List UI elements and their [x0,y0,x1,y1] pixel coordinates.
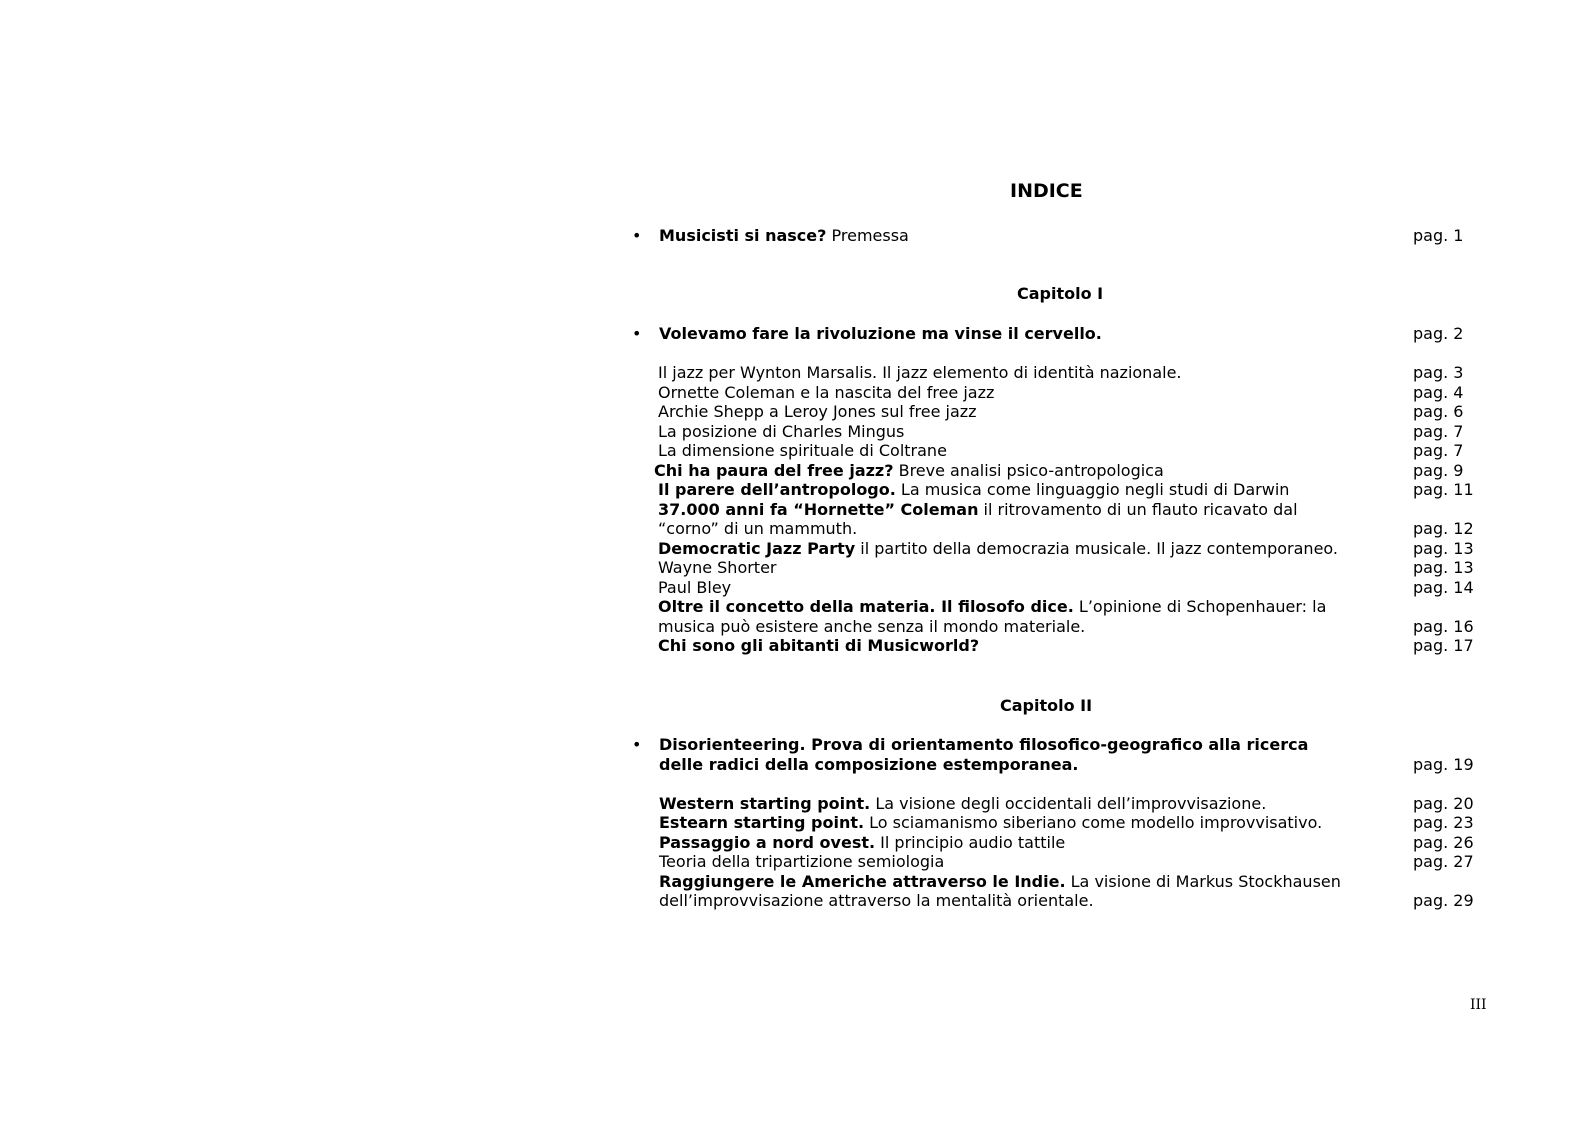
toc-entry: La dimensione spirituale di Coltrane [658,441,947,460]
toc-entry: Estearn starting point. Lo sciamanismo siberiano come modello improvvisativo. [659,813,1323,832]
toc-entry: dell’improvvisazione attraverso la mentalità orientale. [659,891,1094,910]
toc-entry: Passaggio a nord ovest. Il principio audio tattile [659,833,1066,852]
page-number: pag. 1 [1413,226,1464,245]
toc-entry: 37.000 anni fa “Hornette” Coleman il ritrovamento di un flauto ricavato dal [658,500,1298,519]
chapter-main-title: Volevamo fare la rivoluzione ma vinse il cervello. [659,324,1102,343]
page-number: pag. 19 [1413,755,1474,774]
page-number: pag. 27 [1413,852,1474,871]
page-number: pag. 14 [1413,578,1474,597]
page-number: pag. 11 [1413,480,1474,499]
toc-entry-text: Premessa [826,226,909,245]
toc-entry: Il parere dell’antropologo. La musica come linguaggio negli studi di Darwin [658,480,1290,499]
toc-entry: musica può esistere anche senza il mondo materiale. [658,617,1086,636]
page-number: pag. 2 [1413,324,1464,343]
page-number: pag. 20 [1413,794,1474,813]
bullet-dot: • [632,226,642,245]
toc-entry: Chi ha paura del free jazz? Breve analisi psico-antropologica [654,461,1164,480]
page-number: pag. 13 [1413,539,1474,558]
toc-entry: Archie Shepp a Leroy Jones sul free jazz [658,402,977,421]
page-number: pag. 26 [1413,833,1474,852]
toc-entry: La posizione di Charles Mingus [658,422,905,441]
page-number: pag. 7 [1413,441,1464,460]
page-number: pag. 16 [1413,617,1474,636]
toc-entry: Il jazz per Wynton Marsalis. Il jazz elemento di identità nazionale. [658,363,1182,382]
chapter-main-title: Disorienteering. Prova di orientamento filosofico-geografico alla ricerca [659,735,1309,754]
page-number: pag. 29 [1413,891,1474,910]
toc-entry: Democratic Jazz Party il partito della democrazia musicale. Il jazz contemporaneo. [658,539,1338,558]
toc-entry: Oltre il concetto della materia. Il filosofo dice. L’opinione di Schopenhauer: la [658,597,1327,616]
toc-entry: Chi sono gli abitanti di Musicworld? [658,636,980,655]
chapter-main-title-continued: delle radici della composizione estemporanea. [659,755,1079,774]
page-number: pag. 7 [1413,422,1464,441]
bullet-dot: • [632,324,642,343]
index-title: INDICE [1010,180,1083,202]
page-number: pag. 9 [1413,461,1464,480]
toc-entry: Western starting point. La visione degli occidentali dell’improvvisazione. [659,794,1267,813]
page-number: pag. 13 [1413,558,1474,577]
bullet-dot: • [632,735,642,754]
page-folio: III [1470,997,1487,1013]
toc-entry: Ornette Coleman e la nascita del free jazz [658,383,995,402]
page-number: pag. 23 [1413,813,1474,832]
page-number: pag. 12 [1413,519,1474,538]
chapter-heading: Capitolo II [1000,696,1093,715]
page-number: pag. 3 [1413,363,1464,382]
toc-entry: “corno” di un mammuth. [658,519,858,538]
page-number: pag. 6 [1413,402,1464,421]
toc-entry: Teoria della tripartizione semiologia [659,852,945,871]
toc-entry-bold: Musicisti si nasce? [659,226,827,245]
page-number: pag. 17 [1413,636,1474,655]
toc-entry-premessa [659,226,909,246]
toc-entry: Wayne Shorter [658,558,777,577]
toc-entry: Paul Bley [658,578,732,597]
page-number: pag. 4 [1413,383,1464,402]
chapter-heading: Capitolo I [1017,284,1104,303]
toc-entry: Raggiungere le Americhe attraverso le Indie. La visione di Markus Stockhausen [659,872,1341,891]
